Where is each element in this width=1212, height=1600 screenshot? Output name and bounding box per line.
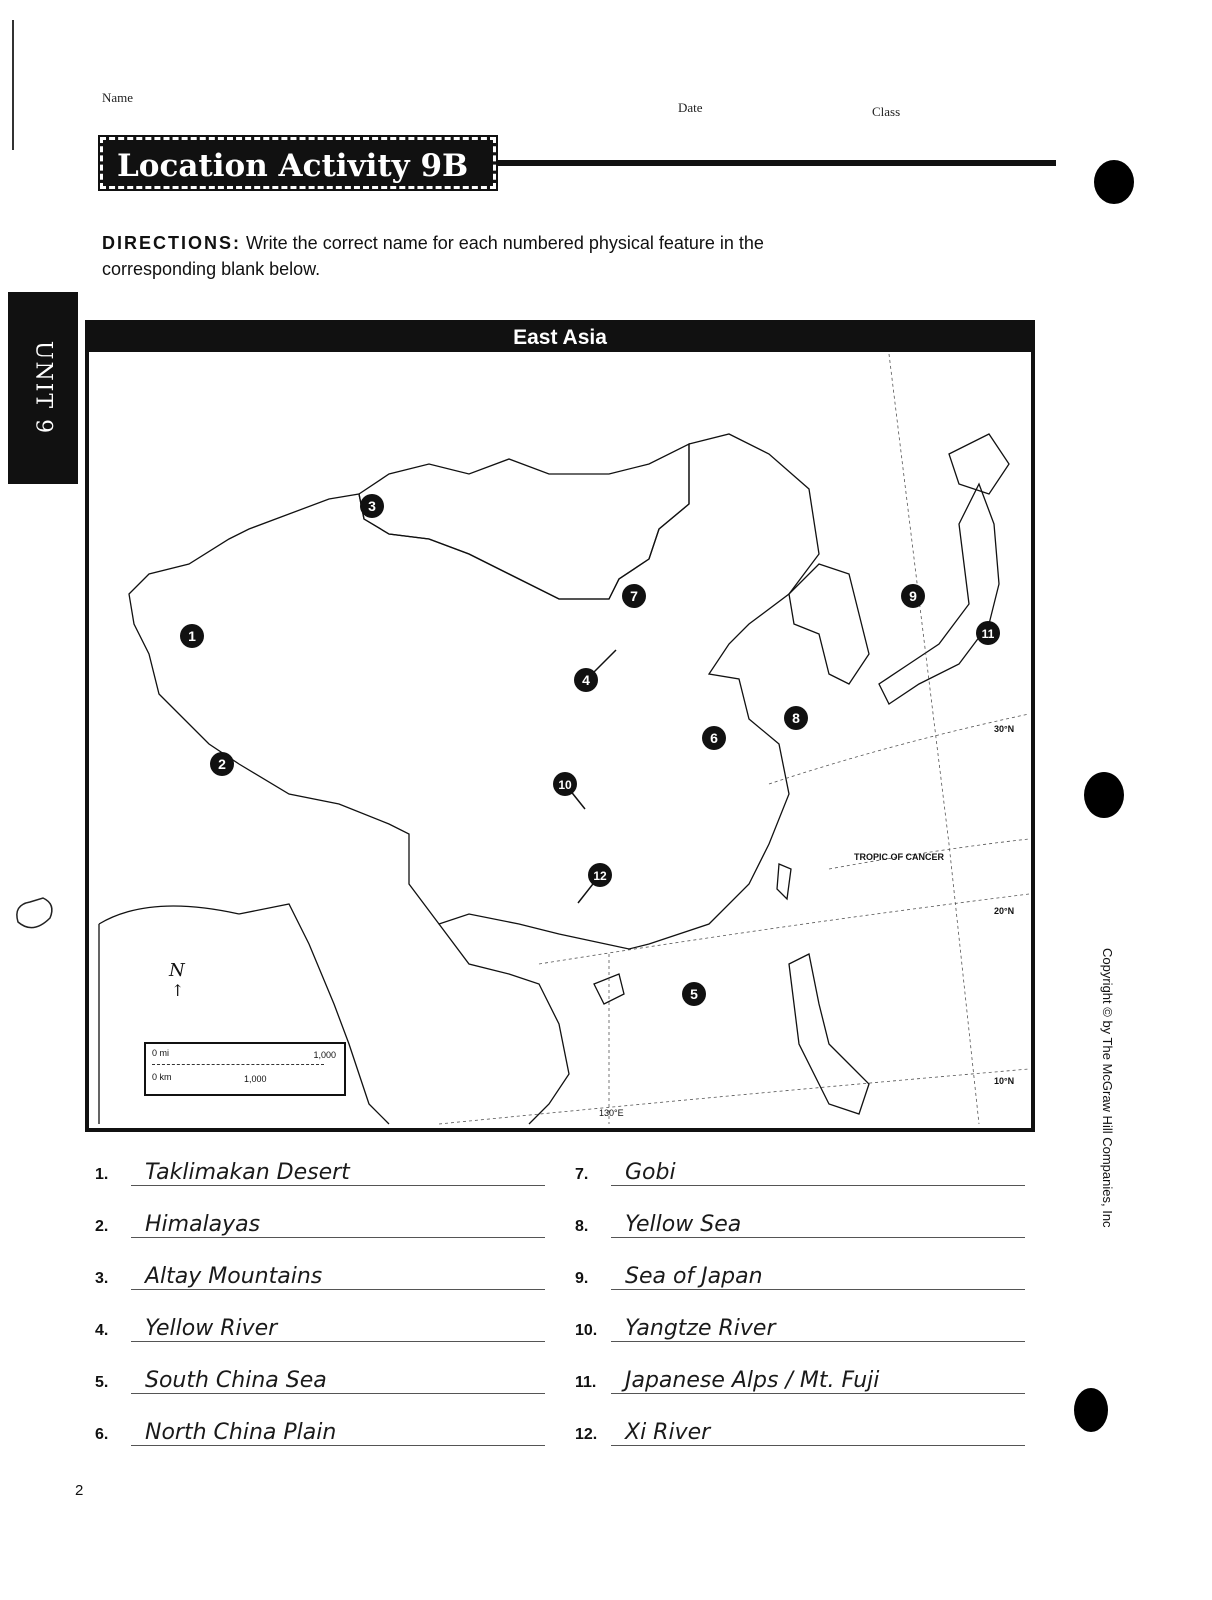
answer-blank[interactable]	[131, 1197, 545, 1238]
answer-number: 7.	[575, 1166, 589, 1183]
map-marker-3	[360, 494, 384, 518]
answer-number: 12.	[575, 1426, 598, 1443]
answer-row	[95, 1400, 545, 1452]
answer-number: 1.	[95, 1166, 109, 1183]
marker-label: 3	[368, 498, 376, 514]
answer-blank[interactable]	[131, 1145, 545, 1186]
scale-mi-label: 0 mi	[152, 1048, 170, 1058]
map-title: East Asia	[89, 324, 1031, 352]
answer-row	[575, 1296, 1025, 1348]
north-arrow	[169, 960, 185, 1000]
map-marker-2	[210, 752, 234, 776]
answer-text: South China Sea	[145, 1368, 327, 1393]
answers-right-column	[575, 1140, 1025, 1452]
map-marker-9	[901, 584, 925, 608]
north-label: N	[169, 960, 185, 981]
lat-30-label: 30°N	[994, 724, 1015, 734]
answer-row	[95, 1296, 545, 1348]
title-rule	[496, 160, 1056, 166]
answer-row	[575, 1140, 1025, 1192]
copyright-notice: Copyright © by The McGraw Hill Companies, Inc	[1100, 948, 1115, 1228]
answer-row	[575, 1400, 1025, 1452]
answer-blank[interactable]	[611, 1249, 1025, 1290]
answer-number: 6.	[95, 1426, 109, 1443]
answer-text: Taklimakan Desert	[145, 1160, 350, 1185]
marker-label: 7	[630, 588, 638, 604]
map-marker-10	[553, 772, 585, 809]
answer-text: Yellow River	[145, 1316, 278, 1341]
answer-row	[575, 1192, 1025, 1244]
answer-number: 5.	[95, 1374, 109, 1391]
map-marker-1	[180, 624, 204, 648]
pencil-mark	[8, 890, 68, 940]
scale-km-max: 1,000	[244, 1074, 267, 1084]
scale-bar	[144, 1042, 346, 1096]
answer-blank[interactable]	[611, 1145, 1025, 1186]
map-marker-11	[976, 621, 1000, 645]
map-marker-12	[578, 863, 612, 903]
answer-row	[95, 1348, 545, 1400]
answer-blank[interactable]	[611, 1301, 1025, 1342]
marker-label: 2	[218, 756, 226, 772]
marker-label: 5	[690, 986, 698, 1002]
marker-label: 10	[558, 778, 572, 792]
date-label: Date	[678, 100, 703, 115]
marker-label: 12	[593, 869, 607, 883]
answers-left-column	[95, 1140, 545, 1452]
unit-tab	[8, 292, 78, 484]
answer-row	[575, 1244, 1025, 1296]
marker-label: 9	[909, 588, 917, 604]
directions-text: Write the correct name for each numbered physical feature in the corresponding blank below.	[102, 233, 764, 279]
answer-number: 4.	[95, 1322, 109, 1339]
scan-edge	[12, 20, 14, 150]
answer-text: Himalayas	[145, 1212, 261, 1237]
answer-blank[interactable]	[611, 1197, 1025, 1238]
answer-text: Sea of Japan	[625, 1264, 763, 1289]
east-asia-map	[85, 320, 1035, 1132]
answer-number: 11.	[575, 1374, 597, 1391]
answer-row	[95, 1192, 545, 1244]
unit-tab-label: UNIT 9	[30, 340, 56, 436]
lat-10-label: 10°N	[994, 1076, 1015, 1086]
answer-blank[interactable]	[611, 1353, 1025, 1394]
answer-blank[interactable]	[131, 1405, 545, 1446]
marker-label: 11	[981, 627, 995, 641]
map-marker-8	[784, 706, 808, 730]
binder-hole	[1084, 772, 1124, 818]
lat-20-label: 20°N	[994, 906, 1015, 916]
answer-row	[95, 1244, 545, 1296]
page-title: Location Activity 9B	[100, 137, 496, 189]
binder-hole	[1074, 1388, 1108, 1432]
answer-blank[interactable]	[131, 1301, 545, 1342]
scale-mi-max: 1,000	[313, 1050, 336, 1060]
answer-number: 8.	[575, 1218, 589, 1235]
map-marker-7	[622, 584, 646, 608]
map-marker-5	[682, 982, 706, 1006]
lon-130-label: 130°E	[599, 1108, 624, 1118]
answer-text: Xi River	[625, 1420, 711, 1445]
answer-blank[interactable]	[131, 1353, 545, 1394]
answer-number: 3.	[95, 1270, 109, 1287]
name-label: Name	[102, 90, 134, 105]
answer-number: 9.	[575, 1270, 589, 1287]
map-marker-6	[702, 726, 726, 750]
answer-text: Japanese Alps / Mt. Fuji	[625, 1368, 880, 1393]
answer-blank[interactable]	[611, 1405, 1025, 1446]
scale-line	[152, 1064, 324, 1065]
directions	[102, 230, 802, 282]
answer-text: North China Plain	[145, 1420, 337, 1445]
answer-blank[interactable]	[131, 1249, 545, 1290]
answer-number: 10.	[575, 1322, 598, 1339]
map-outline	[89, 324, 1031, 1128]
arrow-up-icon: ↑	[171, 981, 185, 1000]
marker-label: 6	[710, 730, 718, 746]
marker-label: 4	[582, 672, 590, 688]
tropic-of-cancer-label: TROPIC OF CANCER	[854, 852, 944, 862]
answer-text: Yellow Sea	[625, 1212, 742, 1237]
answer-row	[575, 1348, 1025, 1400]
answer-row	[95, 1140, 545, 1192]
answer-text: Yangtze River	[625, 1316, 776, 1341]
class-label: Class	[872, 104, 901, 119]
directions-lead: DIRECTIONS:	[102, 233, 241, 253]
marker-label: 1	[188, 628, 196, 644]
answer-text: Altay Mountains	[145, 1264, 323, 1289]
page-number: 2	[75, 1482, 84, 1499]
scale-km-label: 0 km	[152, 1072, 172, 1082]
answer-number: 2.	[95, 1218, 109, 1235]
binder-hole	[1094, 160, 1134, 204]
answer-text: Gobi	[625, 1160, 676, 1185]
marker-label: 8	[792, 710, 800, 726]
map-marker-4	[574, 650, 616, 692]
